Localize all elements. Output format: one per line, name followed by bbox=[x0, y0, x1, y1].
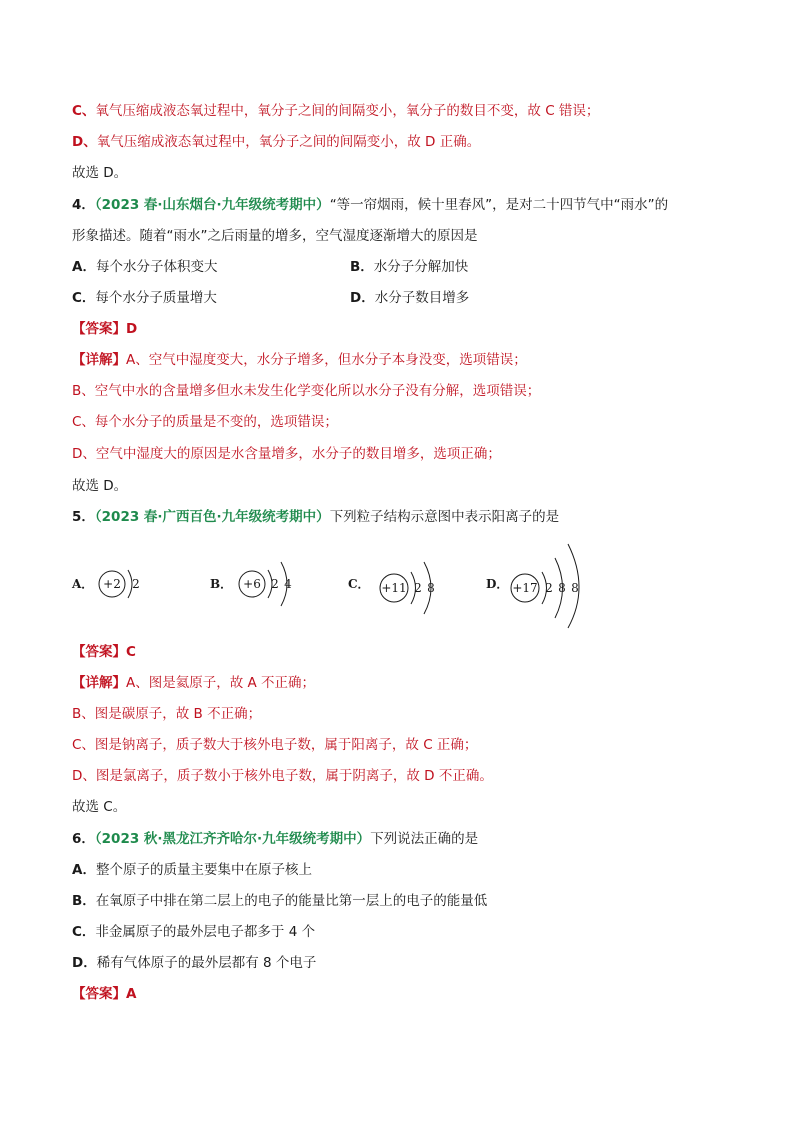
q5-source: （2023 春·广西百色·九年级统考期中） bbox=[94, 509, 330, 525]
q4-detail-d: D、空气中湿度大的原因是水含量增多，水分子的数目增多，选项正确； bbox=[72, 446, 501, 462]
q5-diagram-c bbox=[380, 562, 435, 614]
q5-diagram-svg bbox=[0, 540, 794, 630]
q6-stem: 6．（2023 秋·黑龙江齐齐哈尔·九年级统考期中）下列说法正确的是 bbox=[72, 831, 479, 847]
q4-option-a: A．每个水分子体积变大 bbox=[72, 259, 218, 275]
q3-option-d-explanation: D、氧气压缩成液态氧过程中，氧分子之间的间隔变小，故 D 正确。 bbox=[72, 134, 481, 150]
q4-detail-b: B、空气中水的含量增多但水未发生化学变化所以水分子没有分解，选项错误； bbox=[72, 383, 541, 399]
q5-conclusion: 故选 C。 bbox=[72, 799, 127, 815]
shell-electrons: 8 bbox=[558, 581, 566, 595]
q4-options-row2 bbox=[72, 288, 734, 308]
q5-diagram-a bbox=[99, 570, 140, 598]
q5-diagram-a-label: A． bbox=[72, 577, 94, 591]
q5-detail-d: D、图是氯离子，质子数小于核外电子数，属于阴离子，故 D 不正确。 bbox=[72, 768, 493, 784]
q4-detail-a: 【详解】A、空气中湿度变大，水分子增多，但水分子本身没变，选项错误； bbox=[72, 352, 527, 368]
q6-option-b: B．在氧原子中排在第二层上的电子的能量比第一层上的电子的能量低 bbox=[72, 893, 488, 909]
nucleus-charge: +17 bbox=[512, 581, 538, 595]
q4-options-row1 bbox=[72, 257, 734, 277]
q4-option-b: B．水分子分解加快 bbox=[350, 259, 469, 275]
nucleus-charge: +11 bbox=[381, 581, 407, 595]
q6-option-a: A．整个原子的质量主要集中在原子核上 bbox=[72, 862, 312, 878]
shell-electrons: 2 bbox=[414, 581, 422, 595]
q5-detail-a: 【详解】A、图是氦原子，故 A 不正确； bbox=[72, 675, 316, 691]
q4-source: （2023 春·山东烟台·九年级统考期中） bbox=[94, 197, 330, 213]
q5-diagram-b bbox=[239, 562, 292, 606]
q5-diagram-c-label: C． bbox=[348, 577, 370, 591]
q5-particle-diagrams bbox=[0, 540, 794, 630]
nucleus-charge: +2 bbox=[103, 577, 121, 591]
q4-detail-c: C、每个水分子的质量是不变的，选项错误； bbox=[72, 414, 338, 430]
shell-electrons: 2 bbox=[545, 581, 553, 595]
q5-detail-b: B、图是碳原子，故 B 不正确； bbox=[72, 706, 262, 722]
q4-stem: 4．（2023 春·山东烟台·九年级统考期中）“等一帘烟雨，候十里春风”，是对二十四节气中“雨水”的 bbox=[72, 197, 669, 213]
q6-answer: 【答案】A bbox=[72, 986, 137, 1002]
shell-electrons: 8 bbox=[427, 581, 435, 595]
q5-diagram-b-label: B． bbox=[210, 577, 233, 591]
q5-stem: 5．（2023 春·广西百色·九年级统考期中）下列粒子结构示意图中表示阳离子的是 bbox=[72, 509, 560, 525]
q6-option-d: D．稀有气体原子的最外层都有 8 个电子 bbox=[72, 955, 317, 971]
q5-detail-c: C、图是钠离子，质子数大于核外电子数，属于阳离子，故 C 正确； bbox=[72, 737, 478, 753]
q4-option-c: C．每个水分子质量增大 bbox=[72, 290, 217, 306]
q6-source: （2023 秋·黑龙江齐齐哈尔·九年级统考期中） bbox=[94, 831, 371, 847]
q4-conclusion: 故选 D。 bbox=[72, 478, 128, 494]
q5-diagram-d bbox=[511, 544, 579, 628]
q5-answer: 【答案】C bbox=[72, 644, 136, 660]
shell-electrons: 8 bbox=[571, 581, 579, 595]
shell-electrons: 4 bbox=[284, 577, 292, 591]
shell-electrons: 2 bbox=[132, 577, 140, 591]
q4-option-d: D．水分子数目增多 bbox=[350, 290, 470, 306]
q6-option-c: C．非金属原子的最外层电子都多于 4 个 bbox=[72, 924, 316, 940]
q3-option-c-explanation: C、氧气压缩成液态氧过程中，氧分子之间的间隔变小，氧分子的数目不变，故 C 错误； bbox=[72, 103, 600, 119]
q5-diagram-d-label: D． bbox=[486, 577, 509, 591]
q4-answer: 【答案】D bbox=[72, 321, 138, 337]
shell-electrons: 2 bbox=[271, 577, 279, 591]
q3-conclusion: 故选 D。 bbox=[72, 165, 128, 181]
q4-stem-line2: 形象描述。随着“雨水”之后雨量的增多，空气湿度逐渐增大的原因是 bbox=[72, 228, 478, 244]
nucleus-charge: +6 bbox=[243, 577, 261, 591]
